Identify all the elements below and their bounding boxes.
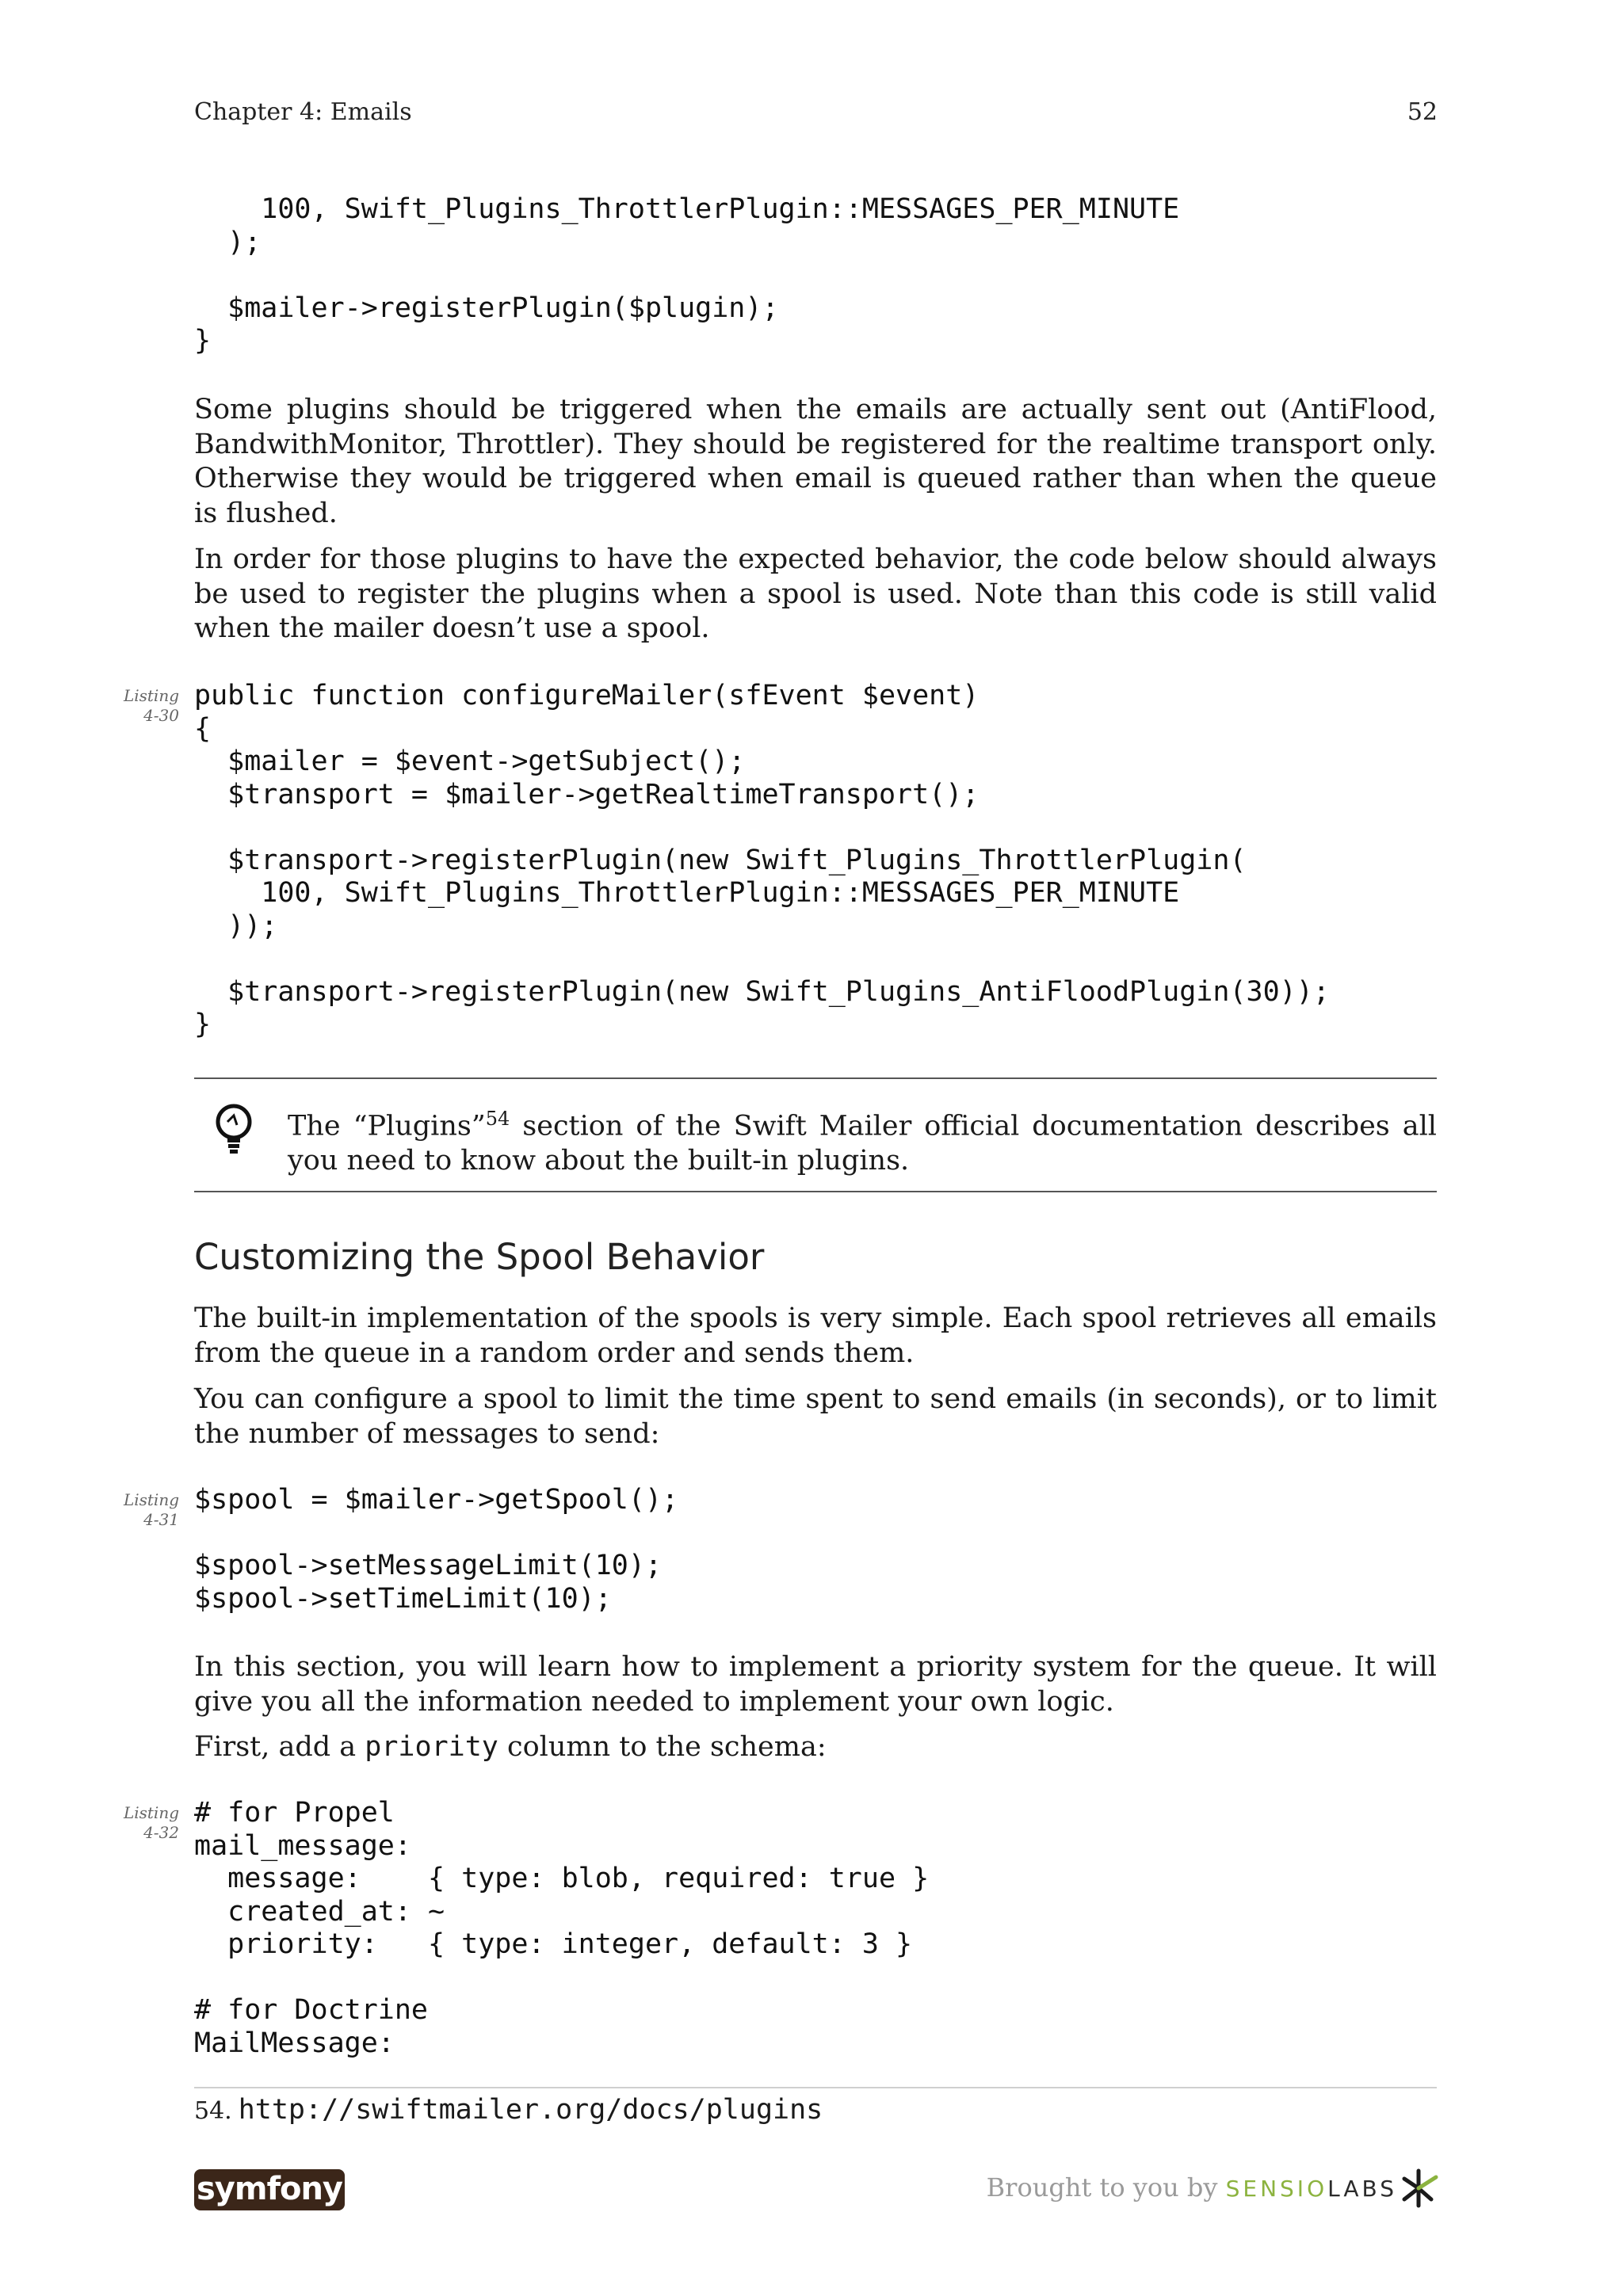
sensio-wordmark: SENSIO [1225,2176,1328,2202]
listing-label-4-30 [119,686,179,726]
inline-code-priority: priority [365,1731,498,1763]
paragraph-add-priority [194,1730,1437,1765]
listing-number: 4-32 [143,1823,179,1842]
section-heading: Customizing the Spool Behavior [194,1236,765,1278]
chapter-title: Chapter 4: Emails [194,98,412,126]
text-before-code: First, add a [194,1731,365,1763]
note-text-before: The “Plugins” [288,1110,486,1142]
paragraph-spool-builtin: The built-in implementation of the spools is very simple. Each spool retrieves all emails from the queue in a random order and sends them. [194,1302,1437,1369]
code-listing-4-32: # for Propel mail_message: message: { type: blob, required: true } created_at: ~ priority: { type: integer, default: 3 } # for Doctrine MailMessage: [194,1797,930,2059]
listing-label-4-32 [119,1803,179,1843]
lightbulb-icon [210,1101,258,1157]
plugins-note [288,1102,1437,1178]
footnote-reference[interactable]: 54 [485,1108,510,1130]
code-block-continued: 100, Swift_Plugins_ThrottlerPlugin::MESSAGES_PER_MINUTE ); $mailer->registerPlugin($plugin); } [194,193,1180,357]
note-bottom-rule [194,1191,1437,1192]
listing-word: Listing [123,1490,179,1509]
listing-number: 4-31 [143,1510,179,1529]
paragraph-plugins-spool: In order for those plugins to have the expected behavior, the code below should always be used to register the plugins when a spool is used. Note than this code is still valid when the mailer doesn’t use a spool. [194,543,1437,644]
page-number: 52 [1407,98,1438,126]
listing-word: Listing [123,686,179,705]
footnote-number: 54. [194,2097,232,2125]
code-listing-4-30: public function configureMailer(sfEvent $event) { $mailer = $event->getSubject(); $transport = $mailer->getRealtimeTransport(); $transport->registerPlugin(new Swift_Plugins_ThrottlerPlugin( 100, Swift_Plugins_ThrottlerPlugin::MESSAGES_PER_MINUTE )); $transport->registerPlugin(new Swift_Plugins_AntiFloodPlugin(30)); } [194,680,1330,1040]
footnote-link[interactable]: http://swiftmailer.org/docs/plugins [238,2094,823,2126]
paragraph-priority-system: In this section, you will learn how to implement a priority system for the queue. It will give you all the information needed to implement your own logic. [194,1651,1437,1718]
paragraph-plugins-realtime: Some plugins should be triggered when the emails are actually sent out (AntiFlood, BandwithMonitor, Throttler). They should be registered for the realtime transport only. Otherwise they would be triggered when email is queued rather than when the queue is flushed. [194,394,1437,529]
listing-number: 4-30 [143,706,179,725]
listing-word: Listing [123,1803,179,1822]
note-text-after: section of the Swift Mailer official documentation describes all you need to know about the built-in plugins. [288,1110,1437,1177]
listing-label-4-31 [119,1490,179,1530]
paragraph-spool-configure: You can configure a spool to limit the time spent to send emails (in seconds), or to limit the number of messages to send: [194,1383,1437,1450]
brought-to-you-text: Brought to you by [986,2172,1218,2203]
symfony-logo: symfony [194,2169,345,2210]
text-after-code: column to the schema: [498,1731,827,1763]
footnote-rule [194,2087,1437,2088]
sensiolabs-logo-icon [1400,2168,1441,2209]
footnote [194,2094,823,2126]
labs-wordmark: LABS [1327,2176,1397,2202]
brought-to-you-by [987,2172,1397,2203]
code-listing-4-31: $spool = $mailer->getSpool(); $spool->setMessageLimit(10); $spool->setTimeLimit(10); [194,1484,679,1615]
note-top-rule [194,1077,1437,1079]
